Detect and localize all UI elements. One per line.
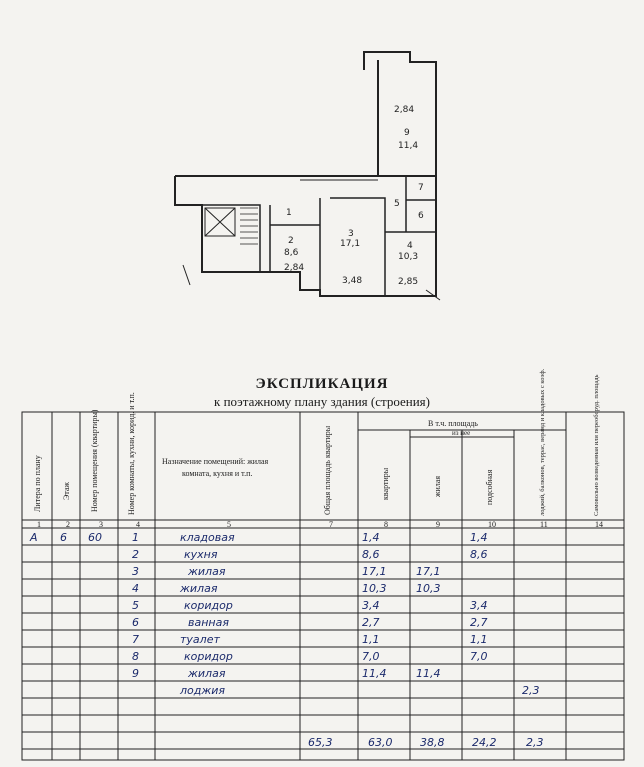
dim-label: 2,85 xyxy=(398,277,419,287)
document-title: ЭКСПЛИКАЦИЯ xyxy=(255,376,389,392)
header-incl-area: В т.ч. площадь xyxy=(428,419,478,428)
cell-loggia-area: 2,3 xyxy=(522,684,540,697)
cell-apartment-area: 2,7 xyxy=(362,616,380,629)
column-number: 2 xyxy=(66,520,70,529)
column-number: 7 xyxy=(329,520,333,529)
room-9-label: 9 xyxy=(404,128,410,138)
cell-aux-area: 8,6 xyxy=(470,548,488,561)
total-apartment-area: 63,0 xyxy=(368,736,393,749)
cell-living-area: 10,3 xyxy=(416,582,441,595)
header-litera: Литера по плану xyxy=(33,455,42,512)
cell-room-number: 5 xyxy=(132,599,139,612)
cell-room-number: 8 xyxy=(132,650,139,663)
header-unauthorized: Самовольно возведенная или переоборуд. площадь xyxy=(593,374,600,516)
header-living: жилая xyxy=(433,475,442,497)
room-4-label: 4 xyxy=(407,241,413,251)
room-5-label: 5 xyxy=(394,199,400,209)
column-number: 11 xyxy=(540,520,548,529)
cell-room-number: 3 xyxy=(132,565,139,578)
column-number: 10 xyxy=(488,520,496,529)
cell-apartment-area: 11,4 xyxy=(362,667,387,680)
cell-floor: 6 xyxy=(60,531,67,544)
dim-label: 2,84 xyxy=(284,263,305,273)
header-purpose-line1: Назначение помещений: жилая xyxy=(162,457,269,466)
cell-room-name: жилая xyxy=(180,582,218,595)
cell-room-name: коридор xyxy=(184,650,233,663)
cell-room-name: коридор xyxy=(184,599,233,612)
room-1-label: 1 xyxy=(286,208,292,218)
total-area: 65,3 xyxy=(308,736,333,749)
cell-room-number: 6 xyxy=(132,616,139,629)
header-apartment: Номер помещения (квартиры) xyxy=(90,409,99,512)
room-3-area: 17,1 xyxy=(340,239,361,249)
cell-room-name: жилая xyxy=(188,667,226,680)
cell-room-number: 4 xyxy=(132,582,139,595)
cell-living-area: 11,4 xyxy=(416,667,441,680)
column-number: 3 xyxy=(99,520,103,529)
cell-room-number: 2 xyxy=(132,548,139,561)
header-room: Номер комнаты, кухни, корид. и т.п. xyxy=(127,392,136,515)
cell-living-area: 17,1 xyxy=(416,565,441,578)
total-loggia-area: 2,3 xyxy=(526,736,544,749)
column-number: 4 xyxy=(136,520,140,529)
room-4-area: 10,3 xyxy=(398,252,419,262)
dim-label: 2,84 xyxy=(394,105,415,115)
cell-room-name: кладовая xyxy=(180,531,235,544)
room-6-label: 6 xyxy=(418,211,424,221)
header-total-area: Общая площадь квартиры xyxy=(323,425,332,515)
cell-apartment-area: 1,4 xyxy=(362,531,380,544)
dim-label: 3,48 xyxy=(342,276,363,286)
column-number: 9 xyxy=(436,520,440,529)
cell-room-name: туалет xyxy=(180,633,220,646)
header-of-which: из нее xyxy=(452,429,471,437)
column-number: 8 xyxy=(384,520,388,529)
room-9-area: 11,4 xyxy=(398,141,419,151)
cell-aux-area: 1,4 xyxy=(470,531,488,544)
cell-litera: А xyxy=(30,531,38,544)
total-aux-area: 24,2 xyxy=(472,736,497,749)
cell-apartment: 60 xyxy=(88,531,102,544)
room-3-label: 3 xyxy=(348,229,354,239)
header-loggia: лоджий, балконов, террас, веранд и кладовых с коэф. xyxy=(539,368,546,516)
cell-apartment-area: 3,4 xyxy=(362,599,380,612)
header-purpose-line2: комната, кухня и т.п. xyxy=(182,469,253,478)
cell-room-number: 9 xyxy=(132,667,139,680)
cell-room-name: ванная xyxy=(188,616,229,629)
cell-room-name: жилая xyxy=(188,565,226,578)
cell-room-name: лоджия xyxy=(180,684,226,697)
header-apartment-area: квартиры xyxy=(381,467,390,500)
document-subtitle: к поэтажному плану здания (строения) xyxy=(214,394,430,409)
column-number: 1 xyxy=(37,520,41,529)
cell-room-name: кухня xyxy=(184,548,218,561)
total-living-area: 38,8 xyxy=(420,736,445,749)
cell-room-number: 1 xyxy=(132,531,139,544)
cell-apartment-area: 10,3 xyxy=(362,582,387,595)
cell-room-number: 7 xyxy=(132,633,139,646)
room-7-label: 7 xyxy=(418,183,424,193)
header-auxiliary: подсобная xyxy=(485,469,494,505)
cell-apartment-area: 17,1 xyxy=(362,565,387,578)
cell-aux-area: 1,1 xyxy=(470,633,488,646)
column-number: 5 xyxy=(227,520,231,529)
cell-aux-area: 2,7 xyxy=(470,616,488,629)
column-number: 14 xyxy=(595,520,603,529)
cell-apartment-area: 7,0 xyxy=(362,650,380,663)
cell-aux-area: 7,0 xyxy=(470,650,488,663)
cell-aux-area: 3,4 xyxy=(470,599,488,612)
room-2-label: 2 xyxy=(288,236,294,246)
cell-apartment-area: 1,1 xyxy=(362,633,380,646)
header-floor: Этаж xyxy=(62,482,71,500)
cell-apartment-area: 8,6 xyxy=(362,548,380,561)
room-2-area: 8,6 xyxy=(284,248,299,258)
